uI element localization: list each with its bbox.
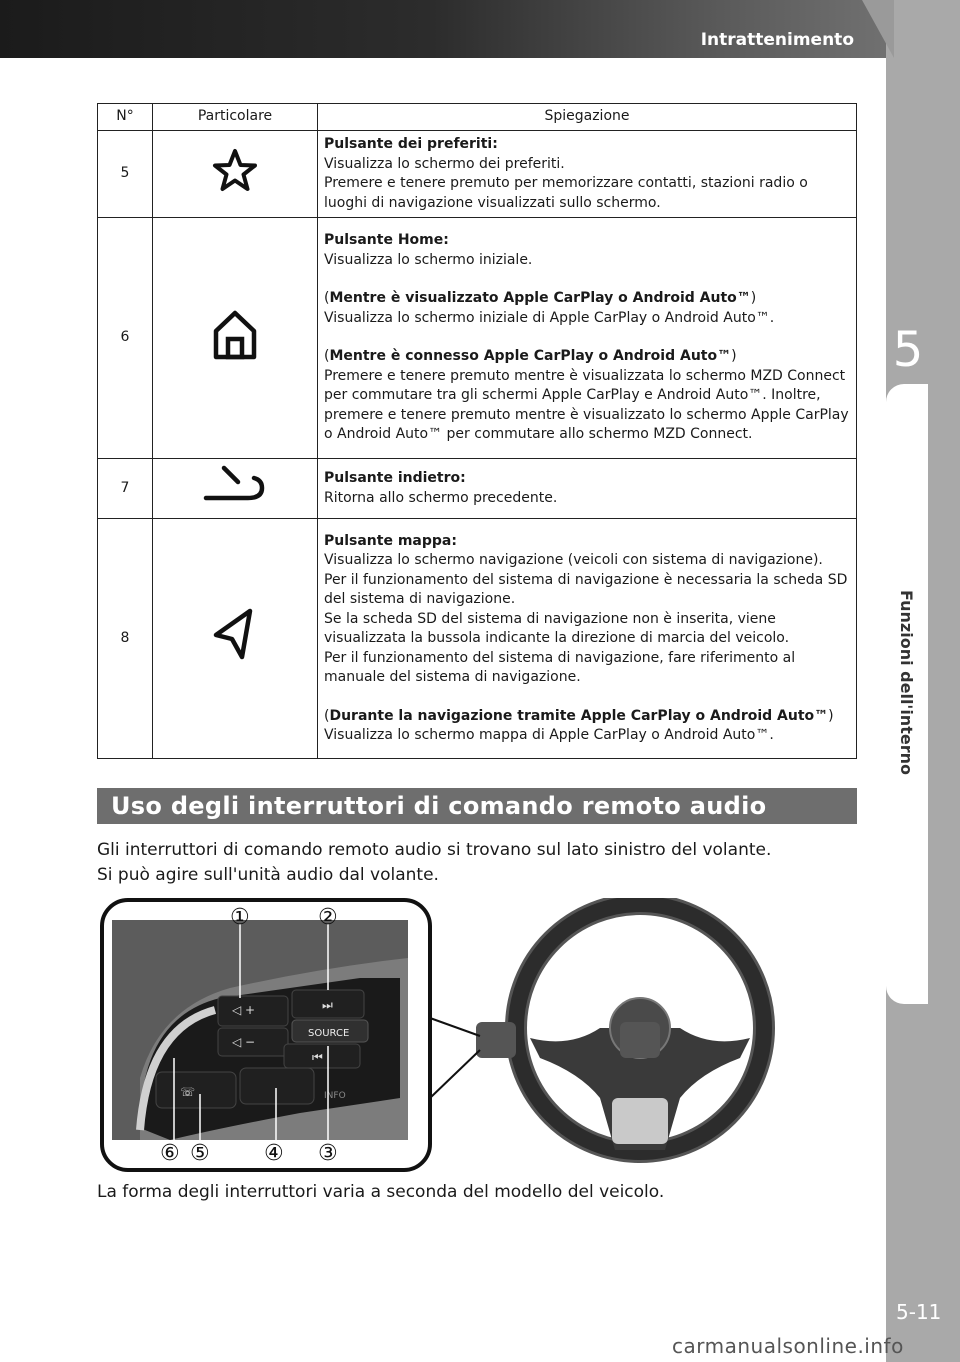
explanation-line: Premere e tenere premuto per memorizzare contatti, stazioni radio o luoghi di navigazione visualizzati sullo schermo. <box>324 175 808 211</box>
figure-caption: La forma degli interruttori varia a seconda del modello del veicolo. <box>97 1182 665 1202</box>
pointer-line <box>430 1018 480 1036</box>
explanation-line: Visualizza lo schermo dei preferiti. <box>324 155 565 172</box>
callout-2: ② <box>318 905 338 930</box>
row-icon-cell <box>153 519 318 759</box>
watermark: carmanualsonline.info <box>672 1334 904 1358</box>
volume-up-icon: ◁ + <box>232 1003 256 1017</box>
intro-text <box>97 838 857 888</box>
section-heading-bar <box>97 788 857 824</box>
table-row <box>98 218 857 459</box>
row-number: 5 <box>98 131 153 218</box>
condition-line: (Mentre è visualizzato Apple CarPlay o Android Auto™) <box>324 290 757 307</box>
explanation-line: Visualizza lo schermo mappa di Apple CarPlay o Android Auto™. <box>324 727 774 743</box>
callout-5: ⑤ <box>190 1141 210 1166</box>
row-explanation <box>318 459 857 519</box>
volume-down-icon: ◁ − <box>232 1035 256 1049</box>
previous-track-icon: ⏮ <box>312 1050 323 1064</box>
zoom-box <box>102 900 430 1170</box>
explanation-line: Per il funzionamento del sistema di navigazione è necessaria la scheda SD del sistema di navigazione. <box>324 571 848 607</box>
callout-6: ⑥ <box>160 1141 180 1166</box>
home-icon <box>212 309 258 361</box>
condition-line: (Mentre è connesso Apple CarPlay o Android Auto™) <box>324 348 737 365</box>
explanation-line: Premere e tenere premuto mentre è visualizzata lo schermo MZD Connect per commutare tra gli schermi Apple CarPlay e Android Auto™. Inoltre, premere e tenere premuto mentre è visualizzato lo schermo Apple CarPlay o Android Auto™ per commutare allo schermo MZD Connect. <box>324 367 849 443</box>
section-title: Intrattenimento <box>700 30 854 50</box>
row-icon-cell <box>153 218 318 459</box>
condition-text: Mentre è connesso Apple CarPlay o Android Auto™ <box>329 348 732 365</box>
spacer <box>324 688 850 707</box>
chapter-label: Funzioni dell'interno <box>897 590 916 775</box>
button-title: Pulsante mappa: <box>324 532 457 549</box>
intro-line: Si può agire sull'unità audio dal volante. <box>97 865 439 885</box>
callout-4: ④ <box>264 1141 284 1166</box>
pointer-line <box>430 1050 480 1098</box>
explanation-line: Visualizza lo schermo navigazione (veicoli con sistema di navigazione). <box>324 552 823 568</box>
back-icon <box>202 464 268 506</box>
header-explanation: Spiegazione <box>318 104 857 131</box>
steering-wheel-illustration <box>100 898 800 1176</box>
condition-text: Durante la navigazione tramite Apple CarPlay o Android Auto™ <box>329 707 829 724</box>
section-heading: Uso degli interruttori di comando remoto audio <box>111 792 767 820</box>
row-explanation <box>318 519 857 759</box>
callout-1: ① <box>230 905 250 930</box>
table-row <box>98 519 857 759</box>
page-number: 5-11 <box>896 1300 942 1324</box>
explanation-line: Per il funzionamento del sistema di navigazione, fare riferimento al manuale del sistema di navigazione. <box>324 649 796 685</box>
row-number: 8 <box>98 519 153 759</box>
source-label: SOURCE <box>308 1028 350 1039</box>
next-track-icon: ⏭ <box>322 998 333 1012</box>
condition-text: Mentre è visualizzato Apple CarPlay o Android Auto™ <box>329 290 751 307</box>
row-icon-cell <box>153 131 318 218</box>
header-item: Particolare <box>153 104 318 131</box>
row-number: 7 <box>98 459 153 519</box>
header-num: N° <box>98 104 153 131</box>
spacer <box>324 328 850 347</box>
explanation-line: Ritorna allo schermo precedente. <box>324 489 558 506</box>
explanation-line: Visualizza lo schermo iniziale di Apple CarPlay o Android Auto™. <box>324 309 775 326</box>
button-title: Pulsante dei preferiti: <box>324 136 498 152</box>
spacer <box>324 270 850 289</box>
button-title: Pulsante Home: <box>324 232 449 249</box>
explanation-line: Visualizza lo schermo iniziale. <box>324 251 533 268</box>
row-number: 6 <box>98 218 153 459</box>
button-title: Pulsante indietro: <box>324 470 466 486</box>
table-row <box>98 131 857 218</box>
steering-wheel <box>476 904 764 1152</box>
row-explanation <box>318 131 857 218</box>
explanation-line: Se la scheda SD del sistema di navigazione non è inserita, viene visualizzata la bussola indicante la direzione di marcia del veicolo. <box>324 610 790 646</box>
table-header-row <box>98 104 857 131</box>
row-icon-cell <box>153 459 318 519</box>
callout-3: ③ <box>318 1141 338 1166</box>
chapter-label-wrap <box>897 590 936 790</box>
row-explanation <box>318 218 857 459</box>
table-row <box>98 459 857 519</box>
star-icon <box>212 148 258 194</box>
buttons-table <box>97 103 857 759</box>
header-corner <box>862 0 894 58</box>
talk-phone-icon: ☏ <box>180 1085 196 1099</box>
info-label: INFO <box>324 1091 346 1101</box>
intro-line: Gli interruttori di comando remoto audio si trovano sul lato sinistro del volante. <box>97 840 772 860</box>
condition-line: (Durante la navigazione tramite Apple CarPlay o Android Auto™) <box>324 707 834 724</box>
navigation-icon <box>210 607 260 663</box>
chapter-number: 5 <box>892 322 924 378</box>
